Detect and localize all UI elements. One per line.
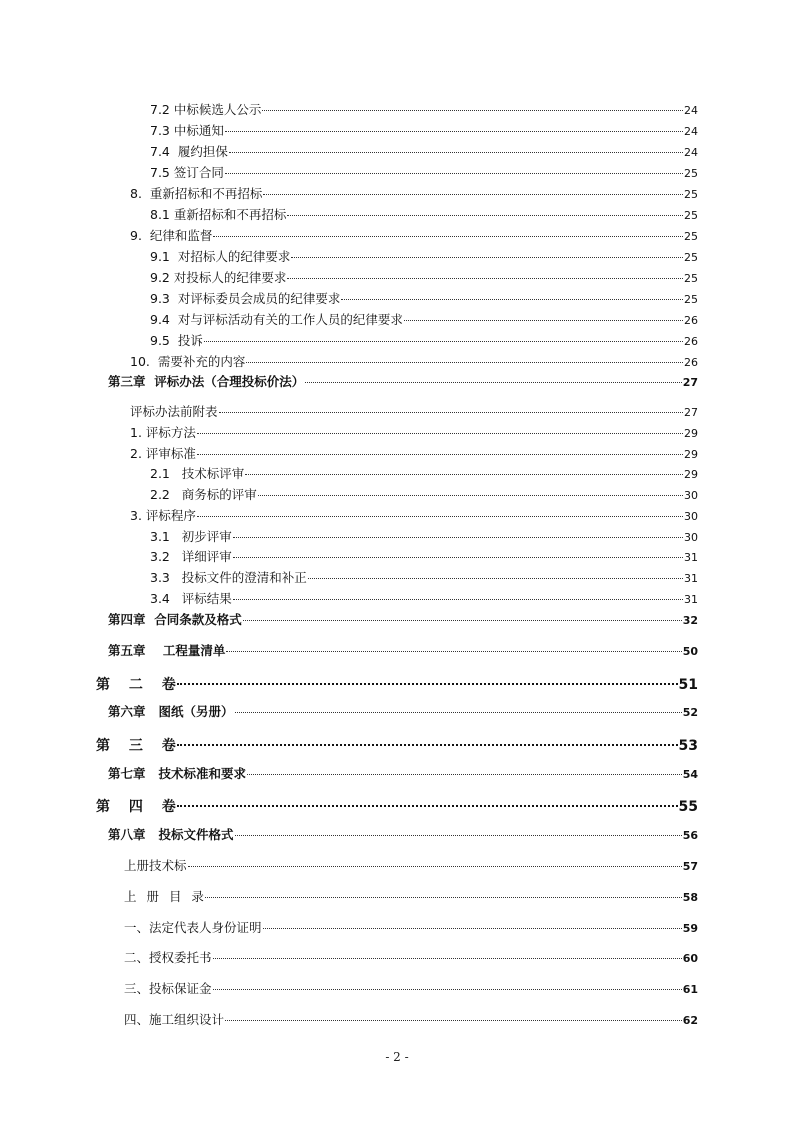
toc-form-entry[interactable] <box>124 918 698 936</box>
toc-page-number: 24 <box>684 146 698 159</box>
toc-page-number: 54 <box>682 768 698 781</box>
dot-leader <box>213 958 682 959</box>
toc-page-number: 27 <box>684 406 698 419</box>
toc-entry-title: 10. 需要补充的内容 <box>130 354 246 369</box>
toc-entry-title: 7.5 签订合同 <box>150 165 224 180</box>
toc-entry[interactable] <box>150 142 698 160</box>
dot-leader <box>229 152 683 153</box>
toc-volume-entry[interactable] <box>96 674 698 694</box>
toc-entry-title: 上册技术标 <box>124 858 187 873</box>
toc-entry-title: 8.1 重新招标和不再招标 <box>150 207 287 222</box>
dot-leader <box>341 299 683 300</box>
toc-page-number: 56 <box>682 829 698 842</box>
toc-entry-title: 第四章 合同条款及格式 <box>108 612 242 627</box>
dot-leader <box>197 433 683 434</box>
dot-leader <box>225 131 683 132</box>
toc-form-entry[interactable] <box>124 856 698 874</box>
toc-entry-title: 7.2 中标候选人公示 <box>150 102 262 117</box>
toc-page-number: 25 <box>684 251 698 264</box>
toc-entry-title: 第 二 卷 <box>96 677 176 693</box>
toc-page-number: 27 <box>682 376 698 389</box>
toc-page-number: 55 <box>678 799 698 815</box>
dot-leader <box>177 805 678 807</box>
toc-chapter-entry[interactable] <box>108 825 698 843</box>
toc-entry-title: 第三章 评标办法（合理投标价法） <box>108 374 305 389</box>
toc-entry-title: 1. 评标方法 <box>130 425 196 440</box>
dot-leader <box>246 362 683 363</box>
dot-leader <box>219 412 683 413</box>
toc-entry[interactable] <box>130 444 698 462</box>
toc-page-number: 25 <box>684 272 698 285</box>
dot-leader <box>291 257 683 258</box>
dot-leader <box>235 835 682 836</box>
toc-page-number: 26 <box>684 314 698 327</box>
toc-entry-title: 四、施工组织设计 <box>124 1012 225 1027</box>
toc-page-number: 32 <box>682 614 698 627</box>
toc-page-number: 51 <box>678 677 698 693</box>
toc-entry-title: 2. 评审标准 <box>130 446 196 461</box>
toc-entry-title: 3. 评标程序 <box>130 508 196 523</box>
toc-entry-title: 9. 纪律和监督 <box>130 228 213 243</box>
toc-entry-title: 9.5 投诉 <box>150 333 203 348</box>
toc-entry-title: 第 三 卷 <box>96 738 176 754</box>
dot-leader <box>235 712 682 713</box>
toc-entry-title: 3.4 评标结果 <box>150 591 232 606</box>
toc-form-entry[interactable] <box>124 948 698 966</box>
toc-entry-title: 第五章 工程量清单 <box>108 643 226 658</box>
toc-page-number: 61 <box>682 983 698 996</box>
dot-leader <box>305 382 681 383</box>
toc-page-number: 30 <box>684 489 698 502</box>
toc-page-number: 60 <box>682 952 698 965</box>
dot-leader <box>204 341 683 342</box>
toc-chapter-entry[interactable] <box>108 702 698 720</box>
toc-entry-title: 9.1 对招标人的纪律要求 <box>150 249 291 264</box>
toc-entry-title: 9.2 对投标人的纪律要求 <box>150 270 287 285</box>
dot-leader <box>197 454 683 455</box>
toc-entry[interactable] <box>150 121 698 139</box>
toc-page-number: 25 <box>684 167 698 180</box>
dot-leader <box>404 320 683 321</box>
toc-entry[interactable] <box>150 331 698 349</box>
toc-page-number: 25 <box>684 209 698 222</box>
dot-leader <box>225 1020 682 1021</box>
toc-entry-title: 第八章 投标文件格式 <box>108 827 234 842</box>
dot-leader <box>287 215 683 216</box>
toc-entry[interactable] <box>130 226 698 244</box>
toc-page-number: 24 <box>684 125 698 138</box>
dot-leader <box>213 989 682 990</box>
dot-leader <box>197 516 683 517</box>
toc-entry-title: 上 册 目 录 <box>124 889 204 904</box>
toc-page-number: 50 <box>682 645 698 658</box>
toc-entry[interactable] <box>130 423 698 441</box>
dot-leader <box>287 278 683 279</box>
dot-leader <box>243 620 682 621</box>
toc-entry-title: 第六章 图纸（另册） <box>108 704 234 719</box>
dot-leader <box>205 897 682 898</box>
toc-entry-title: 7.4 履约担保 <box>150 144 228 159</box>
toc-entry-title: 三、投标保证金 <box>124 981 212 996</box>
toc-page-number: 26 <box>684 335 698 348</box>
toc-entry-title: 2.1 技术标评审 <box>150 466 245 481</box>
dot-leader <box>177 744 678 746</box>
toc-page-number: 26 <box>684 356 698 369</box>
toc-chapter-entry[interactable] <box>108 610 698 628</box>
toc-chapter-entry[interactable] <box>108 764 698 782</box>
dot-leader <box>225 173 683 174</box>
toc-entry-title: 第 四 卷 <box>96 799 176 815</box>
toc-entry[interactable] <box>150 205 698 223</box>
dot-leader <box>247 774 682 775</box>
toc-page-number: 25 <box>684 188 698 201</box>
toc-page-number: 25 <box>684 293 698 306</box>
toc-page-number: 57 <box>682 860 698 873</box>
toc-entry-title: 二、授权委托书 <box>124 950 212 965</box>
toc-entry[interactable] <box>150 547 698 565</box>
toc-page-number: 25 <box>684 230 698 243</box>
toc-entry-title: 3.3 投标文件的澄清和补正 <box>150 570 307 585</box>
dot-leader <box>263 194 683 195</box>
dot-leader <box>177 683 678 685</box>
toc-entry[interactable] <box>130 402 698 420</box>
toc-page-number: 29 <box>684 427 698 440</box>
dot-leader <box>245 474 683 475</box>
toc-entry-title: 9.4 对与评标活动有关的工作人员的纪律要求 <box>150 312 403 327</box>
toc-page-number: 52 <box>682 706 698 719</box>
dot-leader <box>226 651 681 652</box>
toc-entry-title: 第七章 技术标准和要求 <box>108 766 247 781</box>
dot-leader <box>233 537 683 538</box>
toc-chapter-entry[interactable] <box>108 641 698 659</box>
toc-entry-title: 3.1 初步评审 <box>150 529 232 544</box>
toc-page-number: 31 <box>684 572 698 585</box>
toc-page-number: 29 <box>684 468 698 481</box>
toc-page-number: 30 <box>684 510 698 523</box>
toc-page-number: 53 <box>678 738 698 754</box>
toc-entry[interactable] <box>130 352 698 370</box>
toc-volume-entry[interactable] <box>96 796 698 816</box>
toc-page-number: 24 <box>684 104 698 117</box>
page-number-footer: - 2 - <box>385 1050 409 1064</box>
toc-volume-entry[interactable] <box>96 735 698 755</box>
dot-leader <box>188 866 682 867</box>
toc-entry-title: 一、法定代表人身份证明 <box>124 920 262 935</box>
toc-entry[interactable] <box>150 247 698 265</box>
toc-entry[interactable] <box>150 589 698 607</box>
toc-page-number: 31 <box>684 551 698 564</box>
toc-entry[interactable] <box>150 163 698 181</box>
dot-leader <box>233 557 683 558</box>
toc-form-entry[interactable] <box>124 887 698 905</box>
toc-entry[interactable] <box>150 268 698 286</box>
toc-form-entry[interactable] <box>124 1010 698 1028</box>
toc-page-number: 29 <box>684 448 698 461</box>
toc-entry-title: 7.3 中标通知 <box>150 123 224 138</box>
dot-leader <box>308 578 683 579</box>
toc-entry[interactable] <box>130 506 698 524</box>
dot-leader <box>263 928 682 929</box>
dot-leader <box>233 599 683 600</box>
dot-leader <box>258 495 683 496</box>
toc-entry[interactable] <box>150 464 698 482</box>
toc-entry[interactable] <box>150 310 698 328</box>
toc-entry-title: 2.2 商务标的评审 <box>150 487 257 502</box>
toc-entry-title: 3.2 详细评审 <box>150 549 232 564</box>
toc-page-number: 31 <box>684 593 698 606</box>
toc-entry-title: 8. 重新招标和不再招标 <box>130 186 263 201</box>
toc-page-number: 59 <box>682 922 698 935</box>
toc-entry[interactable] <box>150 100 698 118</box>
toc-form-entry[interactable] <box>124 979 698 997</box>
toc-page-number: 62 <box>682 1014 698 1027</box>
toc-entry-title: 评标办法前附表 <box>130 404 218 419</box>
toc-entry[interactable] <box>130 184 698 202</box>
toc-entry[interactable] <box>150 289 698 307</box>
dot-leader <box>262 110 683 111</box>
toc-page-number: 58 <box>682 891 698 904</box>
toc-chapter-entry[interactable] <box>108 372 698 390</box>
toc-entry[interactable] <box>150 568 698 586</box>
dot-leader <box>213 236 683 237</box>
toc-entry[interactable] <box>150 527 698 545</box>
toc-entry-title: 9.3 对评标委员会成员的纪律要求 <box>150 291 341 306</box>
toc-page-number: 30 <box>684 531 698 544</box>
toc-entry[interactable] <box>150 485 698 503</box>
